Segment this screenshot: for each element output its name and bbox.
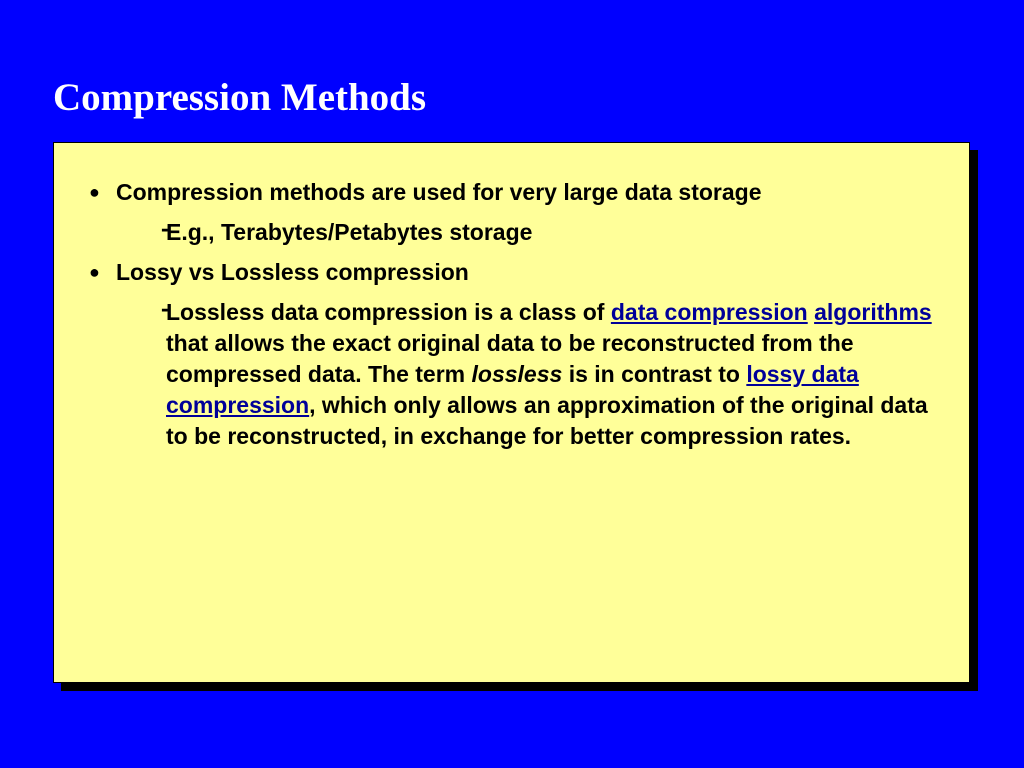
slide-title: Compression Methods	[53, 76, 427, 119]
bullet-icon: ●	[89, 182, 100, 202]
paragraph-text: that allows the exact original data to be reconstructed from the compressed data. The term	[166, 330, 854, 387]
dash-icon: -	[161, 215, 169, 241]
sub-bullet-item	[161, 295, 953, 452]
link-lossy-data-compression[interactable]: lossy data compression	[166, 361, 859, 418]
sub-bullet-text: E.g., Terabytes/Petabytes storage	[166, 219, 533, 245]
content-box	[53, 142, 970, 683]
paragraph-text: is in contrast to	[568, 361, 740, 387]
bullet-item	[89, 177, 959, 208]
paragraph-text: Lossless data compression is a class of	[166, 299, 605, 325]
bullet-text: Lossy vs Lossless compression	[116, 259, 469, 285]
sub-bullet-item	[161, 215, 959, 248]
emphasis-text: lossless	[471, 361, 563, 387]
sub-bullet-paragraph	[166, 297, 953, 452]
bullet-text: Compression methods are used for very large data storage	[116, 179, 762, 205]
bullet-icon: ●	[89, 262, 100, 282]
dash-icon: -	[161, 295, 169, 321]
link-algorithms[interactable]: algorithms	[814, 299, 932, 325]
paragraph-text: , which only allows an approximation of the original data to be reconstructed, in exchange for better compression rates.	[166, 392, 928, 449]
bullet-item	[89, 257, 959, 288]
link-data-compression[interactable]: data compression	[610, 299, 808, 325]
